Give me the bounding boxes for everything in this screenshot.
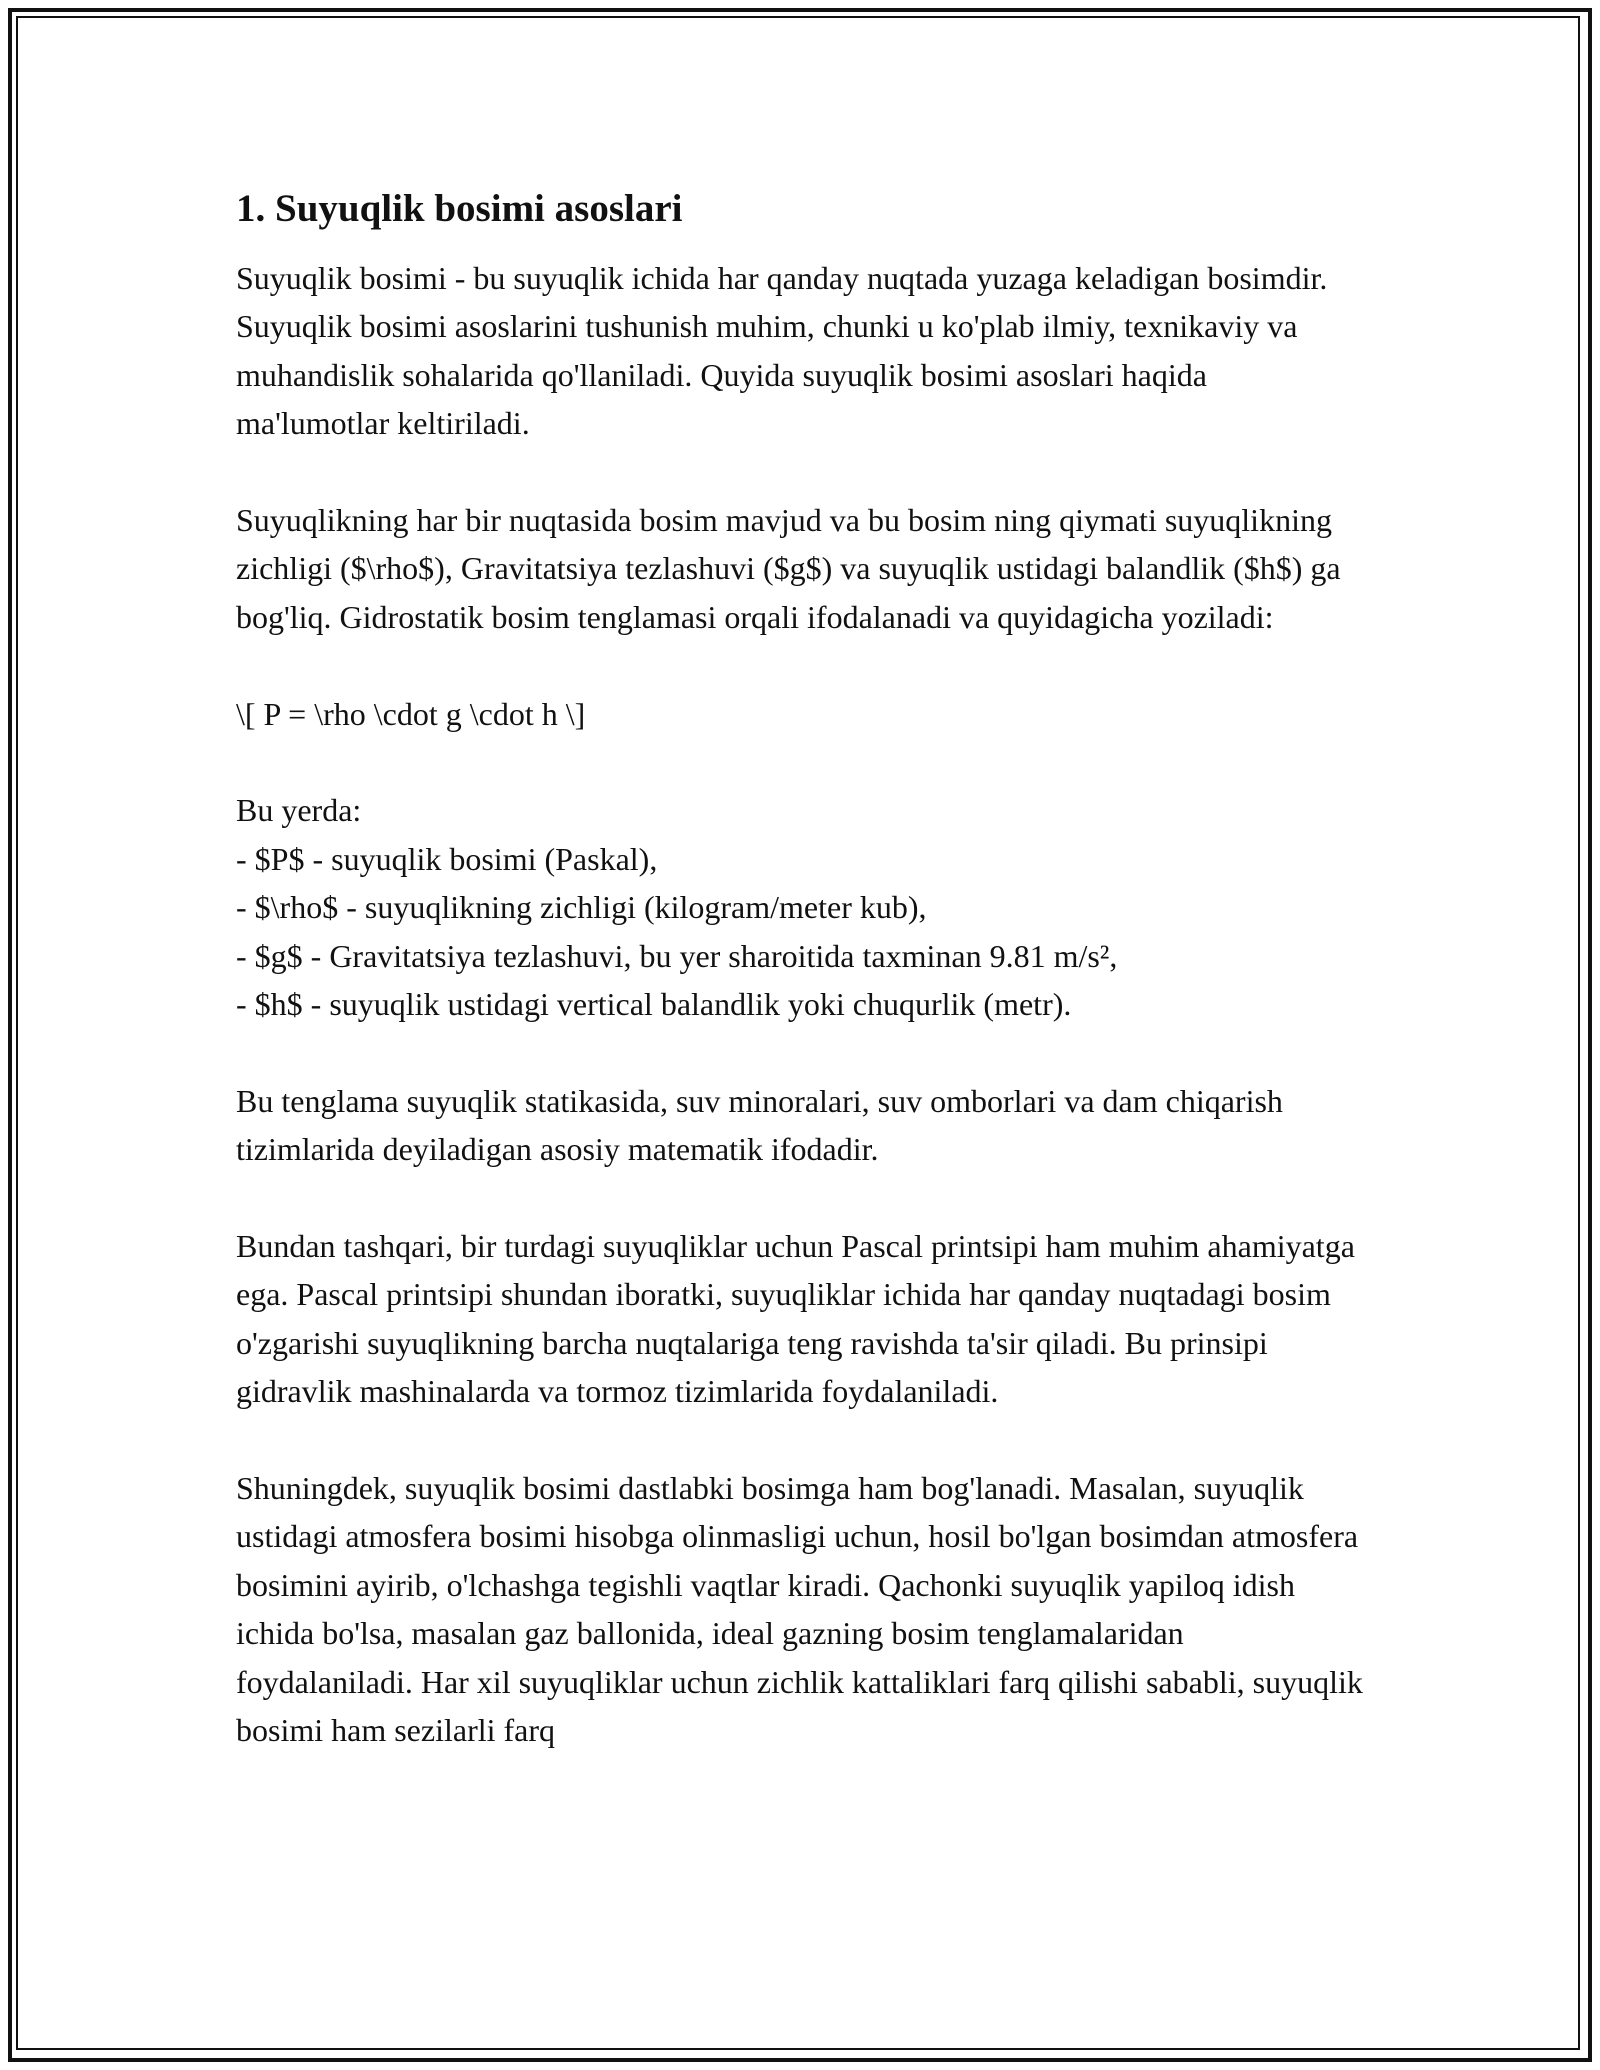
paragraph-hydrostatic: Suyuqlikning har bir nuqtasida bosim mavjud va bu bosim ning qiymati suyuqlikning zichligi ($\rho$), Gravitatsiya tezlashuvi ($g$) va suyuqlik ustidagi balandlik ($h$) ga bog'liq. Gidrostatik bosim tenglamasi orqali ifodalanadi va quyidagicha yoziladi: [236,501,1349,635]
formula-line: \[ P = \rho \cdot g \cdot h \] [236,695,586,732]
variable-item-rho: - $\rho$ - suyuqlikning zichligi (kilogram/meter kub), [236,889,927,926]
paragraph-pascal: Bundan tashqari, bir turdagi suyuqliklar uchun Pascal printsipi ham muhim ahamiyatga ega. Pascal printsipi shundan iboratki, suyuqliklar ichida har qanday nuqtadagi bosim o'zgarishi suyuqlikning barcha nuqtalariga teng ravishda ta'sir qiladi. Bu prinsipi gidravlik mashinalarda va tormoz tizimlarida foydalaniladi. [236,1227,1363,1410]
variable-list [236,786,1366,1028]
paragraph-application: Bu tenglama suyuqlik statikasida, suv minoralari, suv omborlari va dam chiqarish tizimlarida deyiladigan asosiy matematik ifodadir. [236,1082,1291,1168]
variable-item-h: - $h$ - suyuqlik ustidagi vertical balandlik yoki chuqurlik (metr). [236,985,1072,1022]
variable-list-intro: Bu yerda: [236,792,362,829]
variable-item-p: - $P$ - suyuqlik bosimi (Paskal), [236,840,658,877]
variable-item-g: - $g$ - Gravitatsiya tezlashuvi, bu yer sharoitida taxminan 9.81 m/s², [236,937,1118,974]
paragraph-atmospheric: Shuningdek, suyuqlik bosimi dastlabki bosimga ham bog'lanadi. Masalan, suyuqlik ustidagi atmosfera bosimi hisobga olinmasligi uchun, hosil bo'lgan bosimdan atmosfera bosimini ayirib, o'lchashga tegishli vaqtlar kiradi. Qachonki suyuqlik yapiloq idish ichida bo'lsa, masalan gaz ballonida, ideal gazning bosim tenglamalaridan foydalaniladi. Har xil suyuqliklar uchun zichlik kattaliklari farq qilishi sababli, suyuqlik bosimi ham sezilarli farq [236,1469,1371,1748]
paragraph-intro: Suyuqlik bosimi - bu suyuqlik ichida har qanday nuqtada yuzaga keladigan bosimdir. Suyuqlik bosimi asoslarini tushunish muhim, chunki u ko'plab ilmiy, texnikaviy va muhandislik sohalarida qo'llaniladi. Quyida suyuqlik bosimi asoslari haqida ma'lumotlar keltiriladi. [236,259,1336,442]
section-heading: 1. Suyuqlik bosimi asoslari [236,187,683,230]
document-body [236,187,1371,1803]
